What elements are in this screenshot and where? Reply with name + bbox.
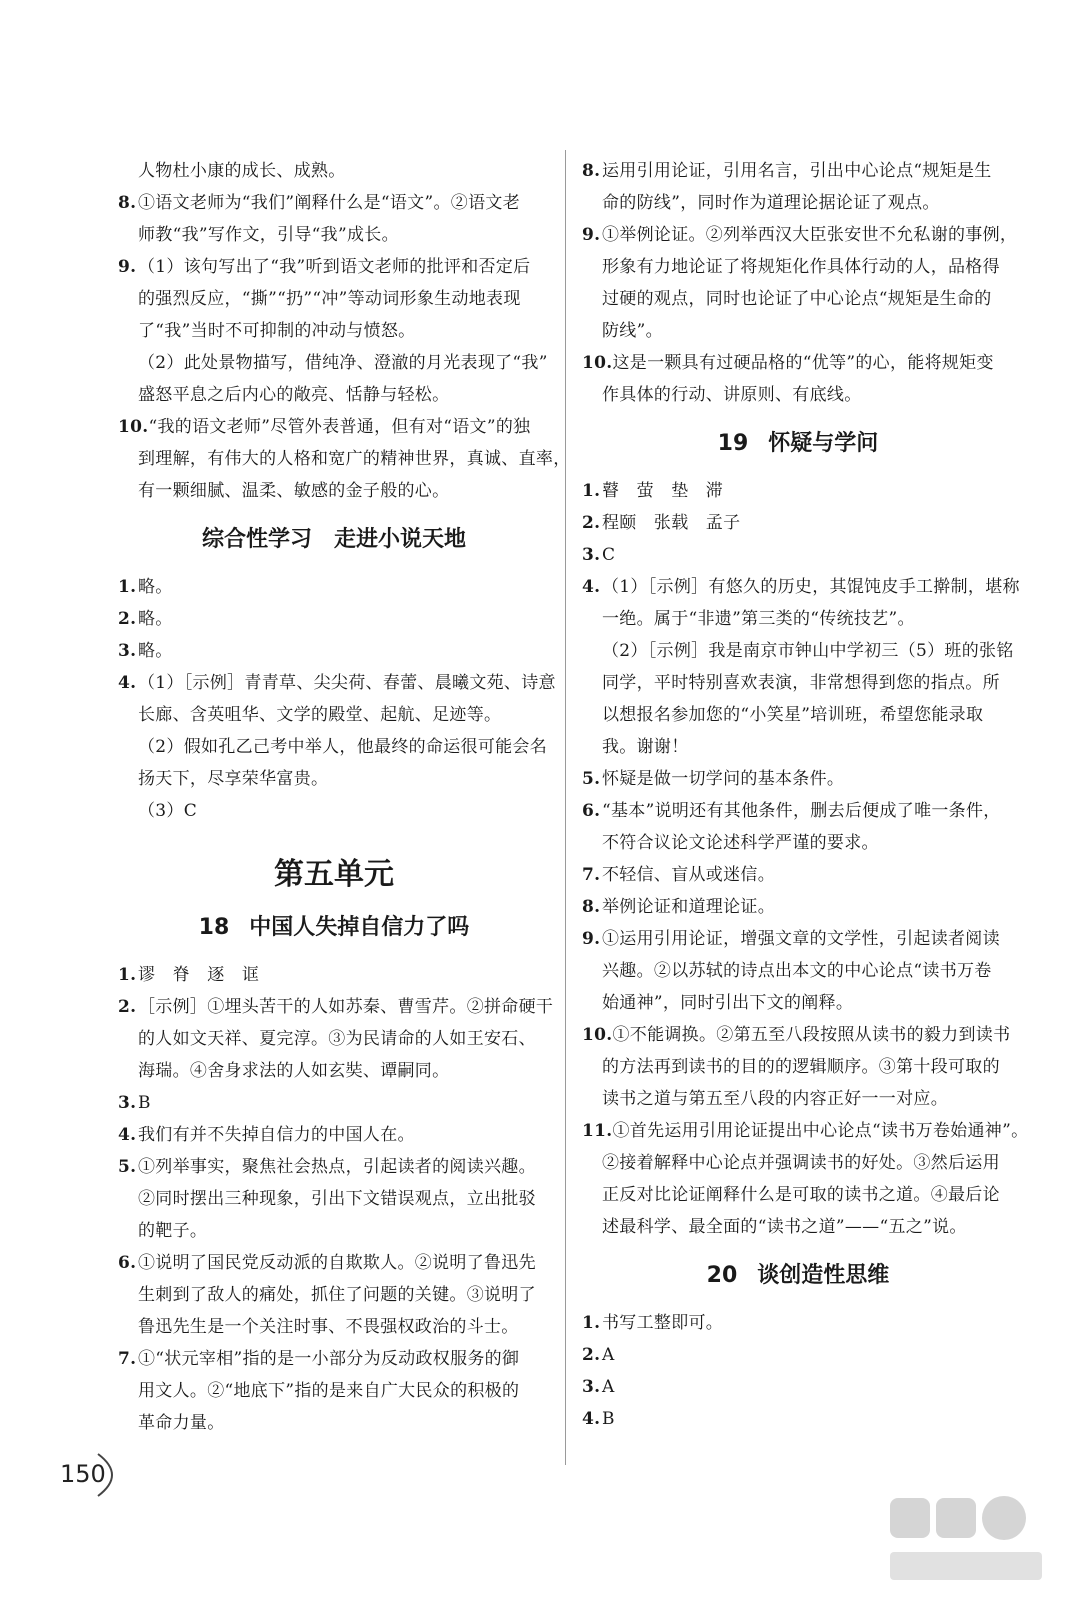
answer-item [582,571,1020,603]
answer-number: 3. [582,545,601,565]
answer-text: （2）假如孔乙己考中举人，他最终的命运很可能会名 [138,737,548,757]
answer-text: 生刺到了敌人的痛处，抓住了问题的关键。③说明了 [138,1285,536,1305]
answer-text: A [602,1345,615,1365]
answer-text: 不符合议论文论述科学严谨的要求。 [602,833,879,853]
answer-text: 略。 [138,577,173,597]
section-title-19 [582,429,1014,459]
answer-item [118,1119,550,1151]
answer-text: ①语文老师为“我们”阐释什么是“语文”。②语文老 [138,193,520,213]
answer-item [118,571,550,603]
answer-text: C [602,545,616,565]
answer-number: 10. [582,353,613,373]
section-number: 20 [706,1263,738,1288]
answer-line [118,443,571,475]
answer-text: 一绝。属于“非遗”第三类的“传统技艺”。 [602,609,915,629]
answer-text: 有一颗细腻、温柔、敏感的金子般的心。 [138,481,450,501]
answer-number: 2. [582,513,601,533]
answer-item [118,1151,550,1183]
answer-text: 瞽 萤 垫 滞 [602,481,724,501]
answer-number: 8. [582,161,601,181]
answer-line [582,315,1014,347]
answer-text: “我的语文老师”尽管外表普通，但有对“语文”的独 [148,417,531,437]
answer-line [582,635,1014,667]
answers-block [582,155,1018,411]
answer-text: 了“我”当时不可抑制的冲动与愤怒。 [138,321,416,341]
watermark-logo [886,1490,1046,1590]
section-title-text: 谈创造性思维 [757,1263,890,1288]
answer-text: 的方法再到读书的目的的逻辑顺序。③第十段可取的 [602,1057,1000,1077]
answer-number: 10. [118,417,149,437]
answer-number: 8. [118,193,137,213]
answer-text: 谬 脊 逐 诓 [138,965,260,985]
answer-item [118,991,554,1023]
section-title-18 [118,913,550,943]
answer-text: 盛怒平息之后内心的敞亮、恬静与轻松。 [138,385,450,405]
answer-text: 作具体的行动、讲原则、有底线。 [602,385,862,405]
answer-text: B [602,1409,615,1429]
answer-text: 不轻信、盲从或迷信。 [602,865,775,885]
answer-item [118,1087,550,1119]
answer-line [118,155,550,187]
answer-text: ②同时摆出三种现象，引出下文错误观点，立出批驳 [138,1189,536,1209]
answer-line [582,603,1014,635]
answer-line [582,1083,1014,1115]
answer-text: 到理解，有伟大的人格和宽广的精神世界，真诚、直率， [138,449,571,469]
answers-block [118,155,571,507]
answer-number: 8. [582,897,601,917]
answer-number: 9. [582,225,601,245]
answer-text: （2）［示例］我是南京市钟山中学初三（5）班的张铭 [602,641,1014,661]
answers-block [582,475,1029,1243]
answer-number: 9. [118,257,137,277]
answer-line [582,283,1014,315]
answer-text: ①运用引用论证，增强文章的文学性，引起读者阅读 [602,929,1000,949]
answer-text: ①说明了国民党反动派的自欺欺人。②说明了鲁迅先 [138,1253,536,1273]
answer-item [582,859,1014,891]
answer-line [582,187,1014,219]
answer-text: ①列举事实，聚焦社会热点，引起读者的阅读兴趣。 [138,1157,536,1177]
answer-number: 4. [582,1409,601,1429]
answer-number: 1. [118,965,137,985]
answer-item [118,959,550,991]
answer-text: 防线”。 [602,321,663,341]
answer-line [118,1311,550,1343]
section-title-text: 怀疑与学问 [768,431,879,456]
answer-line [582,667,1014,699]
answer-line [118,1183,550,1215]
answer-number: 3. [118,641,137,661]
answer-item [582,1403,1014,1435]
answer-line [118,1215,550,1247]
answer-number: 11. [582,1121,613,1141]
answer-item [582,1307,1014,1339]
answer-text: 海瑞。④舍身求法的人如玄奘、谭嗣同。 [138,1061,450,1081]
answer-line [582,699,1014,731]
page-number: 150 [60,1460,106,1488]
answer-item [582,155,1014,187]
answer-line [582,1147,1014,1179]
answer-item [582,1019,1014,1051]
answer-line [118,315,550,347]
answer-item [582,539,1014,571]
answer-text: ①首先运用引用论证提出中心论点“读书万卷始通神”。 [612,1121,1029,1141]
answer-line [582,955,1014,987]
answers-block [118,959,554,1439]
answer-line [582,827,1014,859]
answer-number: 6. [118,1253,137,1273]
unit-title: 第五单元 [274,857,394,892]
answer-text: 的靶子。 [138,1221,208,1241]
answer-text: （3）C [138,801,198,821]
answer-line [118,1407,550,1439]
answer-item [118,667,556,699]
answer-text: “基本”说明还有其他条件，删去后便成了唯一条件， [602,801,1001,821]
answer-line [582,1179,1014,1211]
answer-text: 以想报名参加您的“小笑星”培训班，希望您能录取 [602,705,984,725]
answer-number: 7. [582,865,601,885]
answer-text: ［示例］①埋头苦干的人如苏秦、曹雪芹。②拼命硬干 [138,997,554,1017]
answer-line [582,251,1014,283]
answer-text: 形象有力地论证了将规矩化作具体行动的人，品格得 [602,257,1000,277]
answer-item [582,1371,1014,1403]
answer-item [582,891,1014,923]
answer-number: 2. [118,997,137,1017]
answer-item [582,1115,1029,1147]
answer-item [582,1339,1014,1371]
answer-number: 7. [118,1349,137,1369]
section-number: 19 [717,431,749,456]
answer-line [118,1375,550,1407]
answer-item [118,1247,550,1279]
answer-item [582,347,1014,379]
right-column [582,155,1029,1435]
answer-line [118,699,550,731]
answer-item [582,475,1014,507]
answer-line [582,379,1014,411]
answer-text: 述最科学、最全面的“读书之道”——“五之”说。 [602,1217,967,1237]
answer-item [118,635,550,667]
answer-item [118,411,550,443]
answer-item [582,795,1014,827]
section-number: 18 [198,915,230,940]
answer-text: ①“状元宰相”指的是一小部分为反动政权服务的御 [138,1349,520,1369]
answer-item [118,251,550,283]
answer-text: 我们有并不失掉自信力的中国人在。 [138,1125,415,1145]
answer-number: 3. [582,1377,601,1397]
answer-text: 过硬的观点，同时也论证了中心论点“规矩是生命的 [602,289,992,309]
answer-text: 略。 [138,641,173,661]
answer-number: 2. [118,609,137,629]
answer-text: B [138,1093,151,1113]
answer-text: 书写工整即可。 [602,1313,724,1333]
answer-text: 程颐 张载 孟子 [602,513,741,533]
answer-text: 读书之道与第五至八段的内容正好一一对应。 [602,1089,948,1109]
answer-text: 师教“我”写作文，引导“我”成长。 [138,225,399,245]
answer-text: A [602,1377,615,1397]
answer-line [118,1023,550,1055]
answer-line [118,379,550,411]
answer-line [118,731,550,763]
answer-line [118,1055,550,1087]
answer-line [118,347,550,379]
answer-text: 革命力量。 [138,1413,225,1433]
answer-line [582,1051,1014,1083]
section-title-text: 中国人失掉自信力了吗 [249,915,470,940]
answer-text: （1）［示例］青青草、尖尖荷、春蕾、晨曦文苑、诗意 [138,673,556,693]
answer-text: 命的防线”，同时作为道理论据论证了观点。 [602,193,940,213]
answer-number: 9. [582,929,601,949]
answer-number: 3. [118,1093,137,1113]
answer-text: 运用引用论证，引用名言，引出中心论点“规矩是生 [602,161,992,181]
answer-line [118,763,550,795]
answer-number: 10. [582,1025,613,1045]
answer-number: 2. [582,1345,601,1365]
answer-text: 略。 [138,609,173,629]
section-title-text: 综合性学习 走进小说天地 [201,527,466,552]
answer-number: 5. [582,769,601,789]
answer-number: 4. [118,673,137,693]
answer-line [118,283,550,315]
answer-text: 人物杜小康的成长、成熟。 [138,161,346,181]
answer-number: 5. [118,1157,137,1177]
answer-item [118,187,550,219]
answer-line [582,987,1014,1019]
answer-line [118,795,550,827]
answer-number: 4. [582,577,601,597]
answer-number: 6. [582,801,601,821]
answer-line [118,475,550,507]
answer-item [582,763,1014,795]
column-divider [565,150,566,1465]
answer-number: 1. [118,577,137,597]
answers-block [582,1307,1014,1435]
answer-line [582,1211,1014,1243]
answer-text: （1）［示例］有悠久的历史，其馄饨皮手工擀制，堪称 [602,577,1020,597]
section-title-zonghe [118,525,550,555]
section-title-20 [582,1261,1014,1291]
answers-block [118,571,556,827]
answer-text: 用文人。②“地底下”指的是来自广大民众的积极的 [138,1381,520,1401]
answer-text: ②接着解释中心论点并强调读书的好处。③然后运用 [602,1153,1000,1173]
answer-item [582,923,1014,955]
answer-text: （1）该句写出了“我”听到语文老师的批评和否定后 [138,257,531,277]
answer-text: 鲁迅先生是一个关注时事、不畏强权政治的斗士。 [138,1317,519,1337]
answer-text: 举例论证和道理论证。 [602,897,775,917]
answer-text: ①举例论证。②列举西汉大臣张安世不允私谢的事例， [602,225,1018,245]
answer-text: 的强烈反应，“撕”“扔”“冲”等动词形象生动地表现 [138,289,521,309]
answer-line [118,1279,550,1311]
answer-number: 4. [118,1125,137,1145]
answer-text: 我。谢谢！ [602,737,689,757]
answer-text: 始通神”，同时引出下文的阐释。 [602,993,854,1013]
answer-item [582,219,1018,251]
answer-text: 的人如文天祥、夏完淳。③为民请命的人如王安石、 [138,1029,536,1049]
answer-item [118,603,550,635]
answer-text: 兴趣。②以苏轼的诗点出本文的中心论点“读书万卷 [602,961,992,981]
answer-number: 1. [582,1313,601,1333]
answer-line [118,219,550,251]
answer-text: ①不能调换。②第五至八段按照从读书的毅力到读书 [612,1025,1011,1045]
left-column [118,155,571,1439]
answer-text: （2）此处景物描写，借纯净、澄澈的月光表现了“我” [138,353,548,373]
answer-text: 正反对比论证阐释什么是可取的读书之道。④最后论 [602,1185,1000,1205]
answer-item [118,1343,550,1375]
answer-text: 同学，平时特别喜欢表演，非常想得到您的指点。所 [602,673,1000,693]
answer-number: 1. [582,481,601,501]
answer-text: 长廊、含英咀华、文学的殿堂、起航、足迹等。 [138,705,502,725]
answer-item [582,507,1014,539]
answer-line [582,731,1014,763]
answer-text: 这是一颗具有过硬品格的“优等”的心，能将规矩变 [612,353,994,373]
answer-text: 怀疑是做一切学问的基本条件。 [602,769,845,789]
answer-text: 扬天下，尽享荣华富贵。 [138,769,329,789]
